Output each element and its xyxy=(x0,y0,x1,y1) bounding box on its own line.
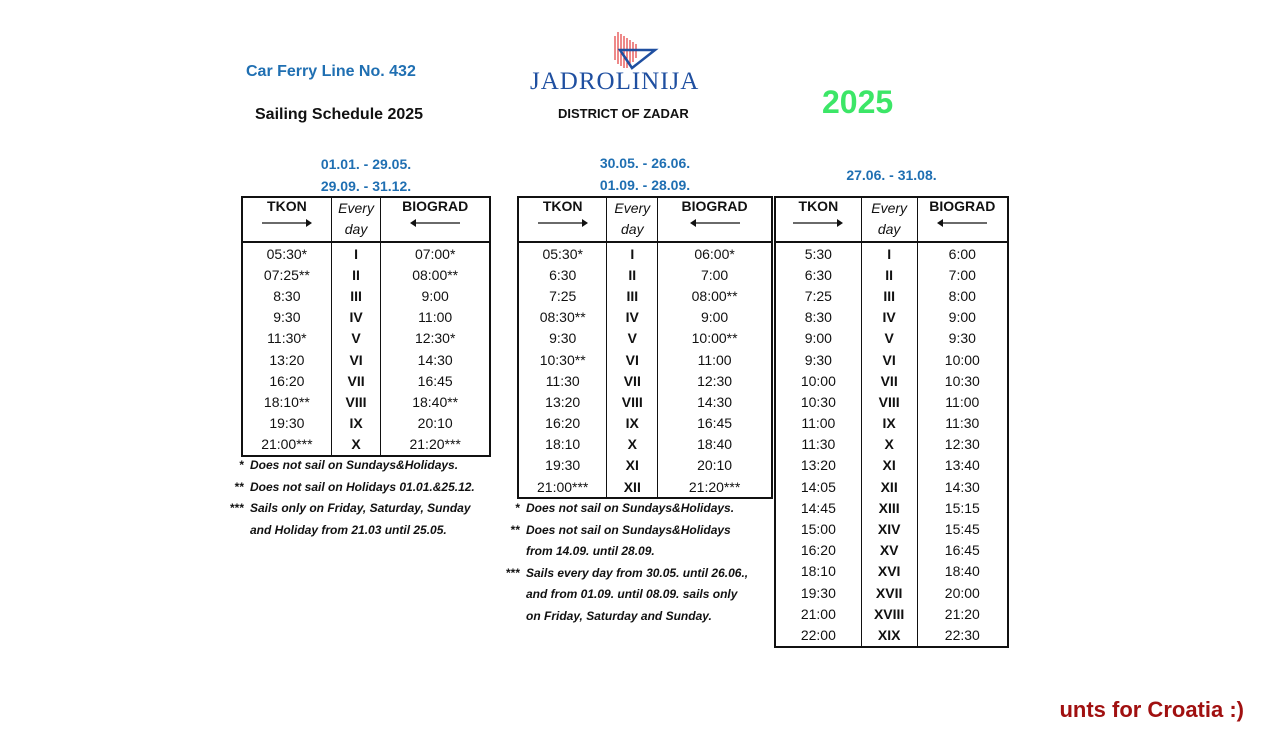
departure-tkon: 6:30 xyxy=(518,264,607,285)
departure-biograd: 9:00 xyxy=(381,285,490,306)
table-row xyxy=(775,391,1008,412)
departure-biograd: 6:00 xyxy=(917,242,1008,264)
departure-biograd: 10:00 xyxy=(917,349,1008,370)
sailing-number: IV xyxy=(861,307,917,328)
sailing-number: V xyxy=(331,328,381,349)
table-row xyxy=(518,285,772,306)
departure-biograd: 07:00* xyxy=(381,242,490,264)
sailing-number: X xyxy=(607,434,658,455)
table-row xyxy=(775,455,1008,476)
column-label: TKON xyxy=(542,198,583,214)
table-row xyxy=(775,349,1008,370)
sailing-number: III xyxy=(331,285,381,306)
table-row xyxy=(775,285,1008,306)
period-line: 27.06. - 31.08. xyxy=(846,167,937,183)
table-body xyxy=(775,242,1008,647)
departure-biograd: 13:40 xyxy=(917,455,1008,476)
column-label: day xyxy=(344,221,368,237)
column-label: BIOGRAD xyxy=(929,198,996,214)
column-label: Every xyxy=(614,200,651,216)
departure-tkon: 11:30* xyxy=(242,328,331,349)
sailing-number: XVI xyxy=(861,561,917,582)
departure-tkon: 5:30 xyxy=(775,242,861,264)
departure-biograd: 14:30 xyxy=(381,349,490,370)
sailing-number: III xyxy=(861,285,917,306)
note-mark: *** xyxy=(229,501,244,515)
sailing-number: II xyxy=(331,264,381,285)
note-text: Does not sail on Sundays&Holidays. xyxy=(526,501,735,515)
table-row xyxy=(775,264,1008,285)
departure-biograd: 9:00 xyxy=(658,307,772,328)
table-row xyxy=(518,349,772,370)
departure-tkon: 18:10** xyxy=(242,391,331,412)
departure-biograd: 18:40** xyxy=(381,391,490,412)
table-row xyxy=(775,540,1008,561)
table-row xyxy=(518,391,772,412)
table-row xyxy=(518,476,772,498)
column-tkon xyxy=(775,197,861,242)
departure-tkon: 9:30 xyxy=(242,307,331,328)
footer-text: unts for Croatia :) xyxy=(1059,697,1244,722)
departure-tkon: 6:30 xyxy=(775,264,861,285)
table-row xyxy=(775,370,1008,391)
sailing-number: VIII xyxy=(607,391,658,412)
departure-biograd: 12:30 xyxy=(658,370,772,391)
table-row xyxy=(775,434,1008,455)
sailing-number: XV xyxy=(861,540,917,561)
note-line xyxy=(492,584,748,606)
table-body xyxy=(518,242,772,498)
departure-biograd: 06:00* xyxy=(658,242,772,264)
column-biograd xyxy=(381,197,490,242)
arrow-left-icon xyxy=(381,218,489,228)
sailing-number: VI xyxy=(861,349,917,370)
table-row xyxy=(518,413,772,434)
sailing-number: I xyxy=(861,242,917,264)
departure-tkon: 21:00*** xyxy=(242,434,331,456)
departure-biograd: 11:00 xyxy=(658,349,772,370)
table-row xyxy=(518,307,772,328)
sailing-number: V xyxy=(861,328,917,349)
departure-tkon: 13:20 xyxy=(242,349,331,370)
note-text: Does not sail on Sundays&Holidays. xyxy=(250,458,459,472)
table-row xyxy=(775,561,1008,582)
column-every-day xyxy=(607,197,658,242)
departure-biograd: 21:20*** xyxy=(381,434,490,456)
departure-tkon: 7:25 xyxy=(775,285,861,306)
table-row xyxy=(242,434,490,456)
sailing-number: XIII xyxy=(861,497,917,518)
departure-tkon: 22:00 xyxy=(775,624,861,646)
departure-biograd: 12:30 xyxy=(917,434,1008,455)
departure-tkon: 15:00 xyxy=(775,518,861,539)
period-line: 29.09. - 31.12. xyxy=(320,178,412,194)
arrow-right-icon xyxy=(243,218,331,228)
departure-biograd: 14:30 xyxy=(658,391,772,412)
sailing-number: IV xyxy=(607,307,658,328)
column-label: BIOGRAD xyxy=(402,198,469,214)
departure-tkon: 10:00 xyxy=(775,370,861,391)
table-row xyxy=(518,264,772,285)
departure-tkon: 10:30 xyxy=(775,391,861,412)
departure-biograd: 20:10 xyxy=(381,413,490,434)
departure-tkon: 19:30 xyxy=(775,582,861,603)
column-label: Every xyxy=(338,200,374,216)
sailing-number: VII xyxy=(607,370,658,391)
departure-biograd: 14:30 xyxy=(917,476,1008,497)
departure-biograd: 10:00** xyxy=(658,328,772,349)
sailing-number: X xyxy=(331,434,381,456)
table-header xyxy=(518,197,772,242)
column-every-day xyxy=(331,197,381,242)
departure-tkon: 21:00*** xyxy=(518,476,607,498)
notes-table-1 xyxy=(216,455,475,541)
table-row xyxy=(242,264,490,285)
departure-tkon: 8:30 xyxy=(775,307,861,328)
period-heading-2 xyxy=(517,152,773,196)
table-row xyxy=(775,307,1008,328)
notes-table-2 xyxy=(492,498,748,627)
note-mark: ** xyxy=(234,479,244,494)
departure-biograd: 18:40 xyxy=(917,561,1008,582)
note-line xyxy=(492,606,748,628)
sailing-number: VII xyxy=(861,370,917,391)
departure-tkon: 11:00 xyxy=(775,413,861,434)
note-mark: *** xyxy=(505,565,520,580)
period-heading-3 xyxy=(774,164,1009,186)
header-row xyxy=(242,197,490,242)
note-text: on Friday, Saturday and Sunday. xyxy=(526,608,712,623)
sailing-number: XVII xyxy=(861,582,917,603)
table-row xyxy=(242,328,490,349)
departure-biograd: 16:45 xyxy=(917,540,1008,561)
table-row xyxy=(518,455,772,476)
departure-tkon: 16:20 xyxy=(775,540,861,561)
note-text: and Holiday from 21.03 until 25.05. xyxy=(250,522,447,537)
column-label: BIOGRAD xyxy=(681,198,748,214)
note-line xyxy=(492,498,748,520)
column-label: Every xyxy=(871,200,908,216)
table-row xyxy=(775,242,1008,264)
departure-biograd: 15:45 xyxy=(917,518,1008,539)
departure-biograd: 08:00** xyxy=(658,285,772,306)
departure-biograd: 9:30 xyxy=(917,328,1008,349)
table-row xyxy=(242,370,490,391)
note-line xyxy=(216,498,475,520)
departure-tkon: 18:10 xyxy=(775,561,861,582)
departure-biograd: 12:30* xyxy=(381,328,490,349)
departure-tkon: 16:20 xyxy=(518,413,607,434)
table-header xyxy=(775,197,1008,242)
column-label: day xyxy=(877,221,901,237)
note-line xyxy=(492,541,748,563)
departure-biograd: 20:00 xyxy=(917,582,1008,603)
departure-tkon: 8:30 xyxy=(242,285,331,306)
note-text: Sails only on Friday, Saturday, Sunday xyxy=(250,501,471,515)
departure-biograd: 7:00 xyxy=(917,264,1008,285)
departure-tkon: 9:00 xyxy=(775,328,861,349)
table-row xyxy=(775,328,1008,349)
departure-biograd: 9:00 xyxy=(917,307,1008,328)
column-label: day xyxy=(621,221,644,237)
departure-biograd: 10:30 xyxy=(917,370,1008,391)
period-line: 01.01. - 29.05. xyxy=(320,156,412,172)
arrow-right-icon xyxy=(519,218,606,228)
departure-biograd: 8:00 xyxy=(917,285,1008,306)
departure-tkon: 11:30 xyxy=(775,434,861,455)
line-title: Car Ferry Line No. 432 xyxy=(246,63,416,80)
sailing-number: XIX xyxy=(861,624,917,646)
column-tkon xyxy=(518,197,607,242)
departure-biograd: 11:30 xyxy=(917,413,1008,434)
departure-biograd: 11:00 xyxy=(917,391,1008,412)
note-mark: * xyxy=(515,501,520,515)
column-tkon xyxy=(242,197,331,242)
schedule-table-1 xyxy=(241,196,491,457)
departure-tkon: 14:45 xyxy=(775,497,861,518)
table-row xyxy=(775,497,1008,518)
period-line: 01.09. - 28.09. xyxy=(599,177,691,193)
sailing-number: IV xyxy=(331,307,381,328)
sailing-number: IX xyxy=(331,413,381,434)
table-header xyxy=(242,197,490,242)
departure-tkon: 07:25** xyxy=(242,264,331,285)
note-line xyxy=(216,455,475,477)
departure-biograd: 21:20 xyxy=(917,603,1008,624)
note-line xyxy=(216,520,475,542)
sailing-number: VIII xyxy=(331,391,381,412)
departure-tkon: 14:05 xyxy=(775,476,861,497)
sailing-number: VII xyxy=(331,370,381,391)
sailing-number: XIV xyxy=(861,518,917,539)
sailing-number: VIII xyxy=(861,391,917,412)
table-row xyxy=(775,603,1008,624)
table-row xyxy=(242,349,490,370)
district-label: DISTRICT OF ZADAR xyxy=(558,106,689,121)
sailing-number: VI xyxy=(607,349,658,370)
departure-tkon: 11:30 xyxy=(518,370,607,391)
departure-tkon: 21:00 xyxy=(775,603,861,624)
departure-tkon: 19:30 xyxy=(242,413,331,434)
note-line xyxy=(216,477,475,499)
sailing-number: XII xyxy=(861,476,917,497)
arrow-left-icon xyxy=(658,218,771,228)
column-biograd xyxy=(917,197,1008,242)
departure-biograd: 22:30 xyxy=(917,624,1008,646)
sailing-number: VI xyxy=(331,349,381,370)
schedule-title: Sailing Schedule 2025 xyxy=(255,106,424,123)
table-row xyxy=(775,413,1008,434)
schedule-table-3 xyxy=(774,196,1009,648)
table-row xyxy=(518,434,772,455)
schedule-table-2 xyxy=(517,196,773,499)
sailing-number: I xyxy=(331,242,381,264)
table-row xyxy=(242,285,490,306)
table-row xyxy=(775,476,1008,497)
departure-tkon: 18:10 xyxy=(518,434,607,455)
departure-biograd: 16:45 xyxy=(381,370,490,391)
header-row xyxy=(775,197,1008,242)
sailing-number: V xyxy=(607,328,658,349)
sailing-number: IX xyxy=(861,413,917,434)
departure-tkon: 19:30 xyxy=(518,455,607,476)
note-line xyxy=(492,563,748,585)
column-every-day xyxy=(861,197,917,242)
sailing-number: X xyxy=(861,434,917,455)
departure-tkon: 05:30* xyxy=(518,242,607,264)
note-text: Does not sail on Holidays 01.01.&25.12. xyxy=(250,479,475,494)
table-row xyxy=(775,582,1008,603)
departure-tkon: 9:30 xyxy=(775,349,861,370)
departure-tkon: 10:30** xyxy=(518,349,607,370)
column-biograd xyxy=(658,197,772,242)
departure-biograd: 21:20*** xyxy=(658,476,772,498)
period-line: 30.05. - 26.06. xyxy=(599,155,691,171)
departure-tkon: 13:20 xyxy=(775,455,861,476)
table-row xyxy=(775,518,1008,539)
column-label: TKON xyxy=(267,198,307,214)
table-row xyxy=(242,307,490,328)
table-row xyxy=(518,328,772,349)
sailing-number: I xyxy=(607,242,658,264)
table-row xyxy=(242,391,490,412)
departure-biograd: 20:10 xyxy=(658,455,772,476)
departure-tkon: 13:20 xyxy=(518,391,607,412)
header-row xyxy=(518,197,772,242)
table-row xyxy=(518,242,772,264)
departure-tkon: 05:30* xyxy=(242,242,331,264)
year-label: 2025 xyxy=(822,84,894,120)
table-row xyxy=(242,413,490,434)
table-row xyxy=(775,624,1008,646)
period-heading-1 xyxy=(241,153,491,197)
table-row xyxy=(518,370,772,391)
column-label: TKON xyxy=(798,198,839,214)
departure-biograd: 18:40 xyxy=(658,434,772,455)
sailing-number: II xyxy=(861,264,917,285)
arrow-right-icon xyxy=(776,218,861,228)
sailing-number: XI xyxy=(861,455,917,476)
note-mark: ** xyxy=(510,522,520,537)
departure-biograd: 7:00 xyxy=(658,264,772,285)
note-line xyxy=(492,520,748,542)
note-mark: * xyxy=(239,458,244,472)
table-body xyxy=(242,242,490,456)
departure-tkon: 08:30** xyxy=(518,307,607,328)
departure-biograd: 08:00** xyxy=(381,264,490,285)
departure-biograd: 11:00 xyxy=(381,307,490,328)
sailing-number: XII xyxy=(607,476,658,498)
note-text: Does not sail on Sundays&Holidays xyxy=(526,522,731,537)
note-text: and from 01.09. until 08.09. sails only xyxy=(526,587,738,601)
arrow-left-icon xyxy=(918,218,1007,228)
note-text: from 14.09. until 28.09. xyxy=(526,544,655,558)
departure-tkon: 16:20 xyxy=(242,370,331,391)
sailing-number: IX xyxy=(607,413,658,434)
departure-biograd: 15:15 xyxy=(917,497,1008,518)
logo-text: JADROLINIJA xyxy=(530,68,700,95)
sailing-number: III xyxy=(607,285,658,306)
table-row xyxy=(242,242,490,264)
departure-tkon: 7:25 xyxy=(518,285,607,306)
sailing-number: II xyxy=(607,264,658,285)
departure-tkon: 9:30 xyxy=(518,328,607,349)
departure-biograd: 16:45 xyxy=(658,413,772,434)
sailing-number: XI xyxy=(607,455,658,476)
note-text: Sails every day from 30.05. until 26.06., xyxy=(526,565,749,580)
sailing-number: XVIII xyxy=(861,603,917,624)
